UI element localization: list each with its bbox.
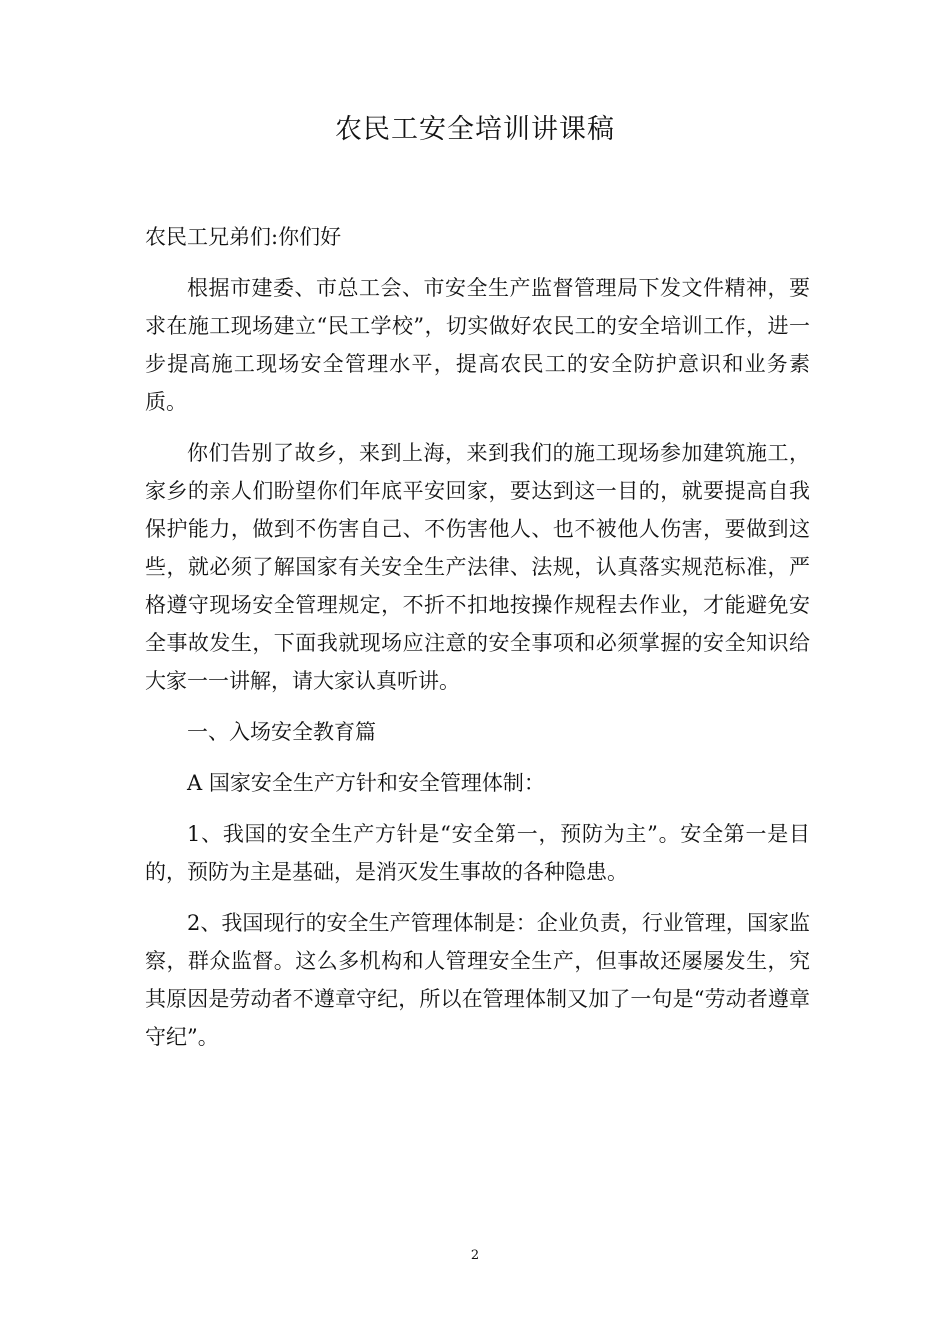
paragraph-safety-goal: 你们告别了故乡，来到上海，来到我们的施工现场参加建筑施工，家乡的亲人们盼望你们年底平安回家，要达到这一目的，就要提高自我保护能力，做到不伤害自己、不伤害他人、也不被他人伤害，要做到这些，就必须了解国家有关安全生产法律、法规，认真落实规范标准，严格遵守现场安全管理规定，不折不扣地按操作规程去作业，才能避免安全事故发生，下面我就现场应注意的安全事项和必须掌握的安全知识给大家一一讲解，请大家认真听讲。 bbox=[145, 441, 810, 693]
document-body bbox=[145, 218, 810, 1069]
section-heading: 一、入场安全教育篇 bbox=[187, 720, 376, 744]
greeting: 农民工兄弟们:你们好 bbox=[145, 225, 342, 249]
paragraph-management-system: 2、我国现行的安全生产管理体制是：企业负责，行业管理，国家监察，群众监督。这么多机构和人管理安全生产，但事故还屡屡发生，究其原因是劳动者不遵章守纪，所以在管理体制又加了一句是“劳动者遵章守纪”。 bbox=[145, 911, 810, 1049]
paragraph-safety-policy: 1、我国的安全生产方针是“安全第一，预防为主”。安全第一是目的，预防为主是基础，是消灭发生事故的各种隐患。 bbox=[145, 822, 810, 884]
page-number: 2 bbox=[470, 1248, 480, 1263]
paragraph-intro: 根据市建委、市总工会、市安全生产监督管理局下发文件精神，要求在施工现场建立“民工学校”，切实做好农民工的安全培训工作，进一步提高施工现场安全管理水平，提高农民工的安全防护意识和业务素质。 bbox=[145, 276, 810, 414]
document-title: 农民工安全培训讲课稿 bbox=[335, 114, 615, 145]
subsection-heading: A 国家安全生产方针和安全管理体制： bbox=[187, 771, 545, 795]
